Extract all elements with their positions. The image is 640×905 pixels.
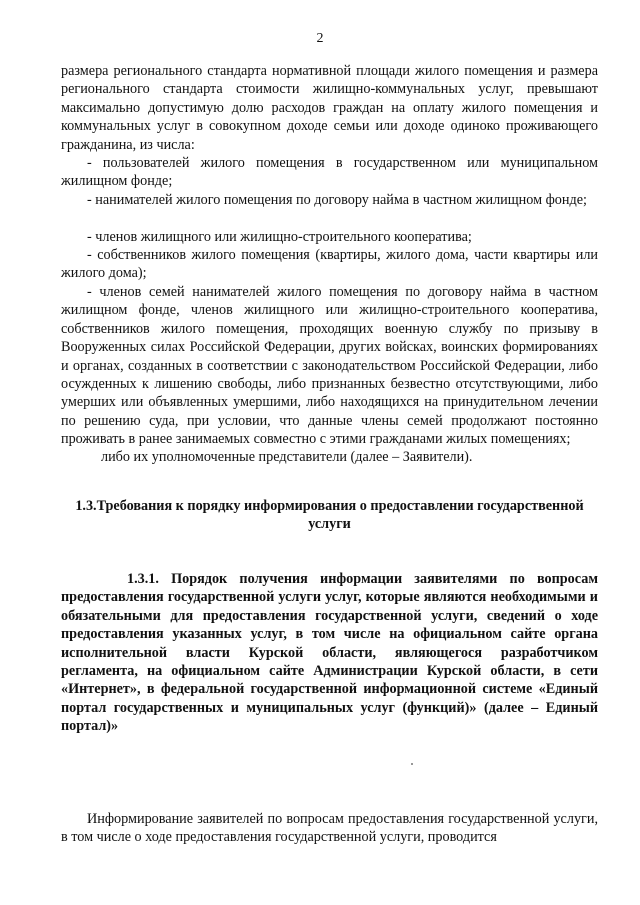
list-item-tenants: - нанимателей жилого помещения по договору найма в частном жилищном фонде; — [87, 192, 587, 208]
paragraph-representatives: либо их уполномоченные представители (далее – Заявители). — [101, 449, 473, 465]
list-item-cooperative: - членов жилищного или жилищно-строительного кооператива; — [87, 229, 472, 245]
page-number: 2 — [316, 31, 324, 46]
list-item-owners: - собственников жилого помещения (квартиры, жилого дома, части квартиры или жилого дома); — [61, 247, 598, 282]
section-heading: 1.3.Требования к порядку информирования о предоставлении государственной услуги — [75, 498, 584, 533]
list-item-users: - пользователей жилого помещения в государственном или муниципальном жилищном фонде; — [61, 155, 598, 190]
paragraph-intro: размера регионального стандарта нормативной площади жилого помещения и размера регионального стандарта стоимости жилищно-коммунальных услуг, превышают максимально допустимую долю расходов граждан на оплату жилого помещения и коммунальных услуг в совокупном доходе семьи или доходе одиноко проживающего гражданина, из числа: — [61, 63, 598, 153]
scan-speck — [411, 763, 413, 765]
subsection-1-3-1: 1.3.1. Порядок получения информации заявителями по вопросам предоставления государственной услуги услуг, которые являются необходимыми и обязательными для предоставления государственной услуги, сведений о ходе предоставления указанных услуг, в том числе на официальном сайте органа исполнительной власти Курской области, являющегося разработчиком регламента, на официальном сайте Администрации Курской области, в сети «Интернет», в федеральной государственной информационной системе «Единый портал государственных и муниципальных услуг (функций)» (далее – Единый портал)» — [61, 571, 598, 735]
paragraph-informing: Информирование заявителей по вопросам предоставления государственной услуги, в том числе о ходе предоставления государственной услуги, проводится — [61, 811, 598, 846]
list-item-family-members: - членов семей нанимателей жилого помещения по договору найма в частном жилищном фонде, членов жилищного или жилищно-строительного кооператива, собственников жилого помещения, проходящих военную службу по призыву в Вооруженных силах Российской Федерации, других войсках, воинских формированиях и органах, созданных в соответствии с законодательством Российской Федерации, либо осужденных к лишению свободы, либо признанных безвестно отсутствующими, либо умерших или объявленных умершими, либо находящихся на принудительном лечении по решению суда, при условии, что данные члены семей продолжают постоянно проживать в ранее занимаемых совместно с этими гражданами жилых помещениях; — [61, 284, 598, 448]
